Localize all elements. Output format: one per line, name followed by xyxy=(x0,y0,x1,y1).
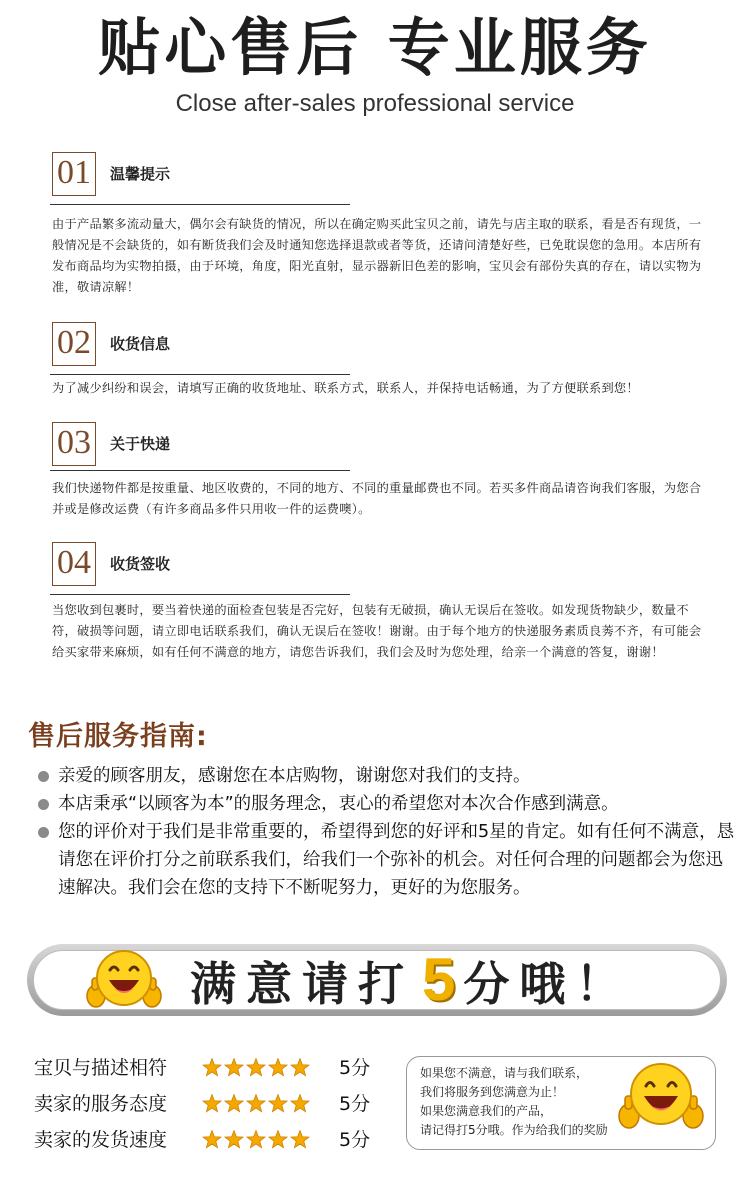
rating-row xyxy=(34,1124,384,1160)
rating-label: 卖家的发货速度 xyxy=(34,1129,168,1151)
section-number: 01 xyxy=(52,152,96,196)
rating-label: 宝贝与描述相符 xyxy=(34,1057,168,1079)
star-icon xyxy=(225,1095,243,1112)
star-icon xyxy=(291,1131,309,1148)
star-icon xyxy=(269,1131,287,1148)
divider xyxy=(50,374,350,375)
note-line: 请记得打5分哦。作为给我们的奖励 xyxy=(420,1123,608,1137)
star-icon xyxy=(269,1095,287,1112)
section-number: 04 xyxy=(52,542,96,586)
section-title: 温馨提示 xyxy=(110,165,171,183)
banner-text-before: 满意请打 xyxy=(190,957,414,1011)
rating-row xyxy=(34,1088,384,1124)
star-icon xyxy=(247,1095,265,1112)
section-body: 为了减少纠纷和误会，请填写正确的收货地址、联系方式，联系人，并保持电话畅通，为了方便联系到您！ xyxy=(52,381,639,395)
banner-text xyxy=(190,946,632,1013)
star-icon xyxy=(269,1059,287,1076)
section-warm-tips xyxy=(50,152,710,302)
star-rating xyxy=(202,1058,312,1078)
star-icon xyxy=(291,1095,309,1112)
section-title: 收货签收 xyxy=(110,555,171,573)
section-delivery-info xyxy=(50,322,710,402)
section-body: 我们快递物件都是按重量、地区收费的，不同的地方、不同的重量邮费也不同。若买多件商品请咨询我们客服，为您合并或是修改运费（有许多商品多件只用收一件的运费噢）。 xyxy=(52,481,702,516)
star-icon xyxy=(203,1131,221,1148)
note-line: 我们将服务到您满意为止！ xyxy=(420,1085,565,1099)
section-body: 由于产品繁多流动量大，偶尔会有缺货的情况，所以在确定购买此宝贝之前，请先与店主取的联系，看是否有现货，一般情况是不会缺货的，如有断货我们会及时通知您选择退款或者等货，还请问清楚好些，已免耽误您的急用。本店所有发布商品均为实物拍摄，由于环境，角度，阳光直射，显示器新旧色差的影响，宝贝会有部份失真的存在，请以实物为准，敬请凉解！ xyxy=(52,217,702,294)
divider xyxy=(50,594,350,595)
guide-item: 您的评价对于我们是非常重要的，希望得到您的好评和5星的肯定。如有任何不满意，恳请您在评价打分之前联系我们，给我们一个弥补的机会。对任何合理的问题都会为您迅速解决。我们会在您的支持下不断呢努力，更好的为您服务。 xyxy=(36,818,736,902)
smiley-thumbs-up-icon xyxy=(84,944,164,1014)
star-icon xyxy=(203,1095,221,1112)
guide-title: 售后服务指南: xyxy=(28,721,208,752)
section-express xyxy=(50,422,710,522)
rating-table xyxy=(34,1052,384,1160)
page-title: 贴心售后 专业服务 xyxy=(98,11,652,84)
guide-item: 亲爱的顾客朋友，感谢您在本店购物，谢谢您对我们的支持。 xyxy=(36,762,736,790)
rating-score: 5分 xyxy=(339,1057,371,1079)
section-signing xyxy=(50,542,710,692)
star-icon xyxy=(247,1059,265,1076)
guide-list xyxy=(36,762,736,902)
note-line: 如果您不满意，请与我们联系， xyxy=(420,1066,589,1080)
page-subtitle: Close after-sales professional service xyxy=(175,90,575,117)
rating-row xyxy=(34,1052,384,1088)
star-rating xyxy=(202,1094,312,1114)
banner-text-after: 分哦！ xyxy=(463,957,632,1011)
star-icon xyxy=(225,1131,243,1148)
guide-item: 本店秉承“以顾客为本”的服务理念，衷心的希望您对本次合作感到满意。 xyxy=(36,790,736,818)
section-number: 03 xyxy=(52,422,96,466)
section-number: 02 xyxy=(52,322,96,366)
smiley-thumbs-up-icon xyxy=(616,1058,706,1136)
star-icon xyxy=(247,1131,265,1148)
banner-highlight: 5 xyxy=(422,946,456,1013)
rating-score: 5分 xyxy=(339,1129,371,1151)
star-icon xyxy=(291,1059,309,1076)
star-icon xyxy=(225,1059,243,1076)
note-text xyxy=(420,1064,608,1140)
star-rating xyxy=(202,1130,312,1150)
note-line: 如果您满意我们的产品， xyxy=(420,1104,553,1118)
divider xyxy=(50,204,350,205)
star-icon xyxy=(203,1059,221,1076)
section-body: 当您收到包裹时，要当着快递的面检查包装是否完好，包装有无破损，确认无误后在签收。如发现货物缺少，数量不符，破损等问题，请立即电话联系我们，确认无误后在签收！谢谢。由于每个地方的快递服务素质良莠不齐，有可能会给买家带来麻烦，如有任何不满意的地方，请您告诉我们，我们会及时为您处理，给亲一个满意的答复，谢谢！ xyxy=(52,603,702,659)
section-title: 关于快递 xyxy=(110,435,171,453)
rating-label: 卖家的服务态度 xyxy=(34,1093,168,1115)
rating-score: 5分 xyxy=(339,1093,371,1115)
section-title: 收货信息 xyxy=(110,335,171,353)
divider xyxy=(50,470,350,471)
